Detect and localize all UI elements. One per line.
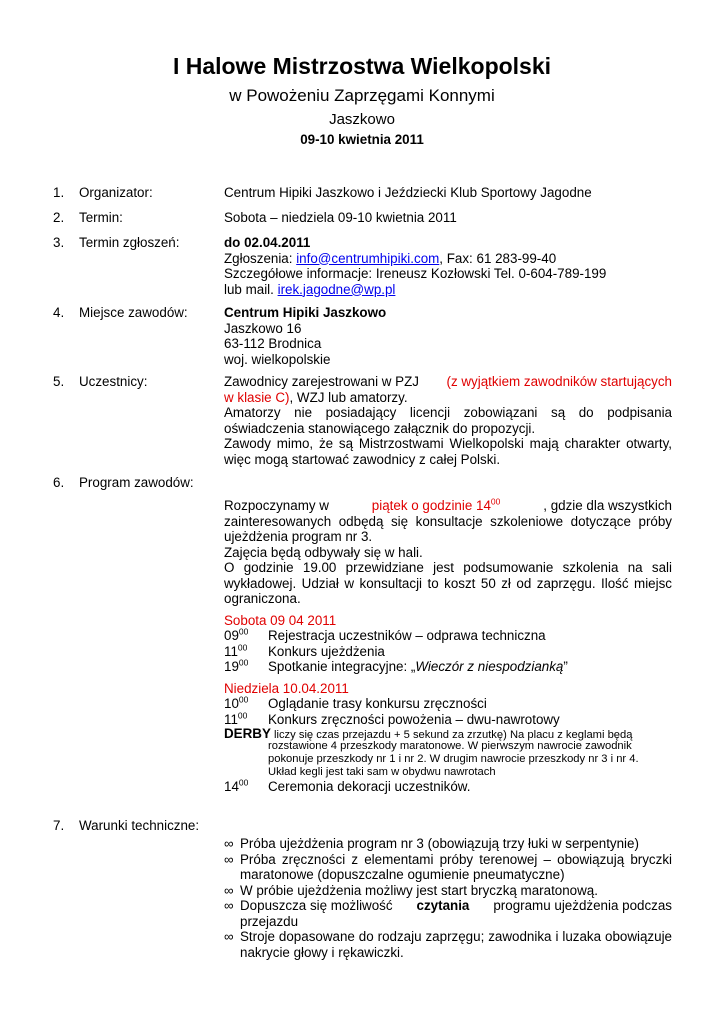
registration-mail-line — [224, 282, 672, 298]
technical-item — [224, 898, 672, 929]
technical-list — [224, 836, 672, 960]
schedule-text: Rejestracja uczestników – odprawa techniczna — [268, 628, 546, 643]
registration-deadline: do 02.04.2011 — [224, 235, 311, 250]
schedule-item — [224, 628, 672, 644]
mail-email-link[interactable]: irek.jagodne@wp.pl — [277, 281, 396, 297]
day1-heading: Sobota 09 04 2011 — [224, 612, 337, 628]
program-start-text: piątek o godzinie 14 — [371, 498, 491, 513]
technical-text: przejazdu — [240, 913, 299, 929]
technical-text: nakrycie głowy i rękawiczki. — [240, 944, 404, 960]
infinity-bullet-icon: ∞ — [224, 882, 234, 898]
technical-text: Dopuszcza się możliwość — [240, 898, 393, 913]
schedule-item — [224, 779, 672, 795]
participants-text: Zawodnicy zarejestrowani w PZJ — [224, 374, 419, 389]
document-subtitle: w Powożeniu Zaprzęgami Konnymi — [229, 86, 495, 105]
registration-details: Szczegółowe informacje: Ireneusz Kozłowski Tel. 0-604-789-199 — [224, 266, 607, 281]
program-intro-line: ograniczona. — [224, 591, 301, 606]
technical-item — [224, 929, 672, 960]
entries-fax: , Fax: 61 283-99-40 — [439, 250, 557, 266]
derby-text: liczy się czas przejazdu + 5 sekund za zrzutkę) Na placu z keglami będą — [270, 729, 633, 741]
program-content — [224, 498, 672, 795]
participants-line: Zawody mimo, że są Mistrzostwami Wielkopolski mają charakter otwarty, — [224, 436, 672, 451]
participants-text: , WZJ lub amatorzy. — [289, 389, 408, 405]
section-label: Miejsce zawodów: — [79, 305, 188, 320]
schedule-hour: 11 — [224, 711, 238, 727]
document-title: I Halowe Mistrzostwa Wielkopolski — [172, 53, 552, 79]
section-label: Termin: — [79, 210, 123, 225]
technical-text: Próba zręczności z elementami próby terenowej – obowiązują bryczki — [240, 851, 672, 867]
program-intro-line: zainteresowanych odbędą się konsultacje szkoleniowe dotyczące próby — [224, 513, 672, 529]
schedule-minutes: 00 — [238, 626, 249, 637]
technical-text: W próbie ujeżdżenia możliwy jest start bryczką maratonową. — [240, 882, 598, 898]
schedule-text: Spotkanie integracyjne: „ — [268, 659, 416, 674]
participants-line: Amatorzy nie posiadający licencji zobowiązani są do podpisania — [224, 405, 672, 420]
infinity-bullet-icon: ∞ — [224, 836, 234, 851]
schedule-minutes: 00 — [238, 694, 249, 705]
technical-text-line — [240, 898, 672, 914]
section-number: 4. — [53, 305, 65, 320]
schedule-text: Oglądanie trasy konkursu zręczności — [268, 696, 487, 711]
schedule-time — [224, 712, 268, 728]
derby-label: DERBY — [224, 726, 271, 741]
schedule-text: Ceremonia dekoracji uczestników. — [268, 779, 471, 794]
registration-contact-line — [224, 251, 672, 267]
participants-exception: w klasie C) — [224, 389, 290, 405]
organizer-value: Centrum Hipiki Jaszkowo i Jeździecki Klub Sportowy Jagodne — [224, 185, 592, 200]
schedule-minutes: 00 — [237, 710, 248, 721]
derby-line: Układ kegli jest taki sam w obydwu nawrotach — [268, 766, 496, 778]
schedule-time — [224, 659, 268, 675]
schedule-quote-close: ” — [563, 659, 568, 674]
section-label: Organizator: — [79, 185, 153, 200]
schedule-minutes: 00 — [238, 657, 249, 668]
schedule-minutes: 00 — [238, 777, 249, 788]
schedule-minutes: 00 — [237, 642, 248, 653]
schedule-item — [224, 659, 672, 675]
schedule-hour: 09 — [224, 628, 239, 643]
section-number: 2. — [53, 210, 65, 225]
schedule-event-name: Wieczór z niespodzianką — [415, 659, 564, 674]
program-intro-text: , gdzie dla wszystkich — [543, 498, 672, 513]
section-label: Warunki techniczne: — [79, 818, 200, 833]
schedule-text: Konkurs zręczności powożenia – dwu-nawrotowy — [268, 711, 560, 727]
mail-prefix: lub mail. — [224, 281, 278, 297]
section-label: Program zawodów: — [79, 475, 194, 490]
participants-line — [224, 374, 672, 390]
day2-heading: Niedziela 10.04.2011 — [224, 680, 349, 696]
infinity-bullet-icon: ∞ — [224, 898, 234, 913]
derby-line — [224, 727, 672, 740]
event-location: Jaszkowo — [329, 111, 395, 128]
infinity-bullet-icon: ∞ — [224, 929, 234, 944]
derby-description — [224, 727, 672, 779]
infinity-bullet-icon: ∞ — [224, 851, 234, 867]
date-value: Sobota – niedziela 09-10 kwietnia 2011 — [224, 210, 457, 225]
derby-line: pokonuje przeszkody nr 1 i nr 2. W drugim nawrocie przeszkody nr 3 i nr 4. — [268, 753, 639, 765]
technical-item — [224, 836, 672, 852]
program-intro-line: O godzinie 19.00 przewidziane jest podsumowanie szkolenia na sali — [224, 560, 672, 575]
section-number: 7. — [53, 818, 65, 833]
program-intro-text: Rozpoczynamy w — [224, 498, 329, 513]
entries-prefix: Zgłoszenia: — [224, 250, 297, 266]
participants-line: więc mogą startować zawodnicy z całej Polski. — [224, 451, 501, 467]
section-number: 3. — [53, 235, 65, 250]
participants-line: oświadczenia stanowiącego załącznik do propozycji. — [224, 420, 536, 436]
schedule-time — [224, 779, 268, 795]
program-intro-line: Zajęcia będą odbywały się w hali. — [224, 544, 423, 560]
venue-address-line: woj. wielkopolskie — [224, 351, 331, 367]
schedule-item — [224, 696, 672, 712]
technical-text: Próba ujeżdżenia program nr 3 (obowiązują trzy łuki w serpentynie) — [240, 836, 639, 851]
program-intro-line — [224, 498, 672, 514]
section-label: Termin zgłoszeń: — [79, 235, 180, 250]
schedule-item — [224, 712, 672, 728]
section-number: 6. — [53, 475, 65, 490]
venue-address-line: Jaszkowo 16 — [224, 320, 302, 336]
schedule-hour: 19 — [224, 659, 239, 674]
schedule-item — [224, 644, 672, 660]
participants-line — [224, 390, 672, 406]
schedule-hour: 14 — [224, 779, 239, 794]
technical-text: programu ujeżdżenia podczas — [493, 898, 672, 913]
technical-item — [224, 852, 672, 883]
program-intro-line: wykładowej. Udział w konsultacji to koszt 50 zł od zaprzęgu. Ilość miejsc — [224, 575, 672, 591]
technical-text: maratonowe (dopuszczalne ogumienie pneumatyczne) — [240, 867, 565, 882]
section-label: Uczestnicy: — [79, 374, 148, 389]
program-start-minutes: 00 — [490, 496, 501, 507]
venue-address-line: 63-112 Brodnica — [224, 336, 322, 351]
derby-line: rozstawione 4 przeszkody maratonowe. W pierwszym nawrocie zawodnik — [268, 740, 632, 752]
program-start-time — [372, 498, 501, 514]
technical-item — [224, 883, 672, 899]
schedule-text: Konkurs ujeżdżenia — [268, 643, 385, 659]
schedule-hour: 11 — [224, 643, 238, 659]
entries-email-link[interactable]: info@centrumhipiki.com — [296, 250, 440, 266]
event-date: 09-10 kwietnia 2011 — [300, 132, 424, 147]
venue-name: Centrum Hipiki Jaszkowo — [224, 305, 387, 320]
section-number: 5. — [53, 374, 65, 389]
participants-exception: (z wyjątkiem zawodników startujących — [446, 374, 672, 389]
section-number: 1. — [53, 185, 65, 200]
technical-text: Stroje dopasowane do rodzaju zaprzęgu; zawodnika i luzaka obowiązuje — [240, 929, 672, 944]
technical-emphasis: czytania — [416, 898, 470, 913]
schedule-hour: 10 — [224, 696, 239, 711]
program-intro-line: ujeżdżenia program nr 3. — [224, 529, 373, 544]
